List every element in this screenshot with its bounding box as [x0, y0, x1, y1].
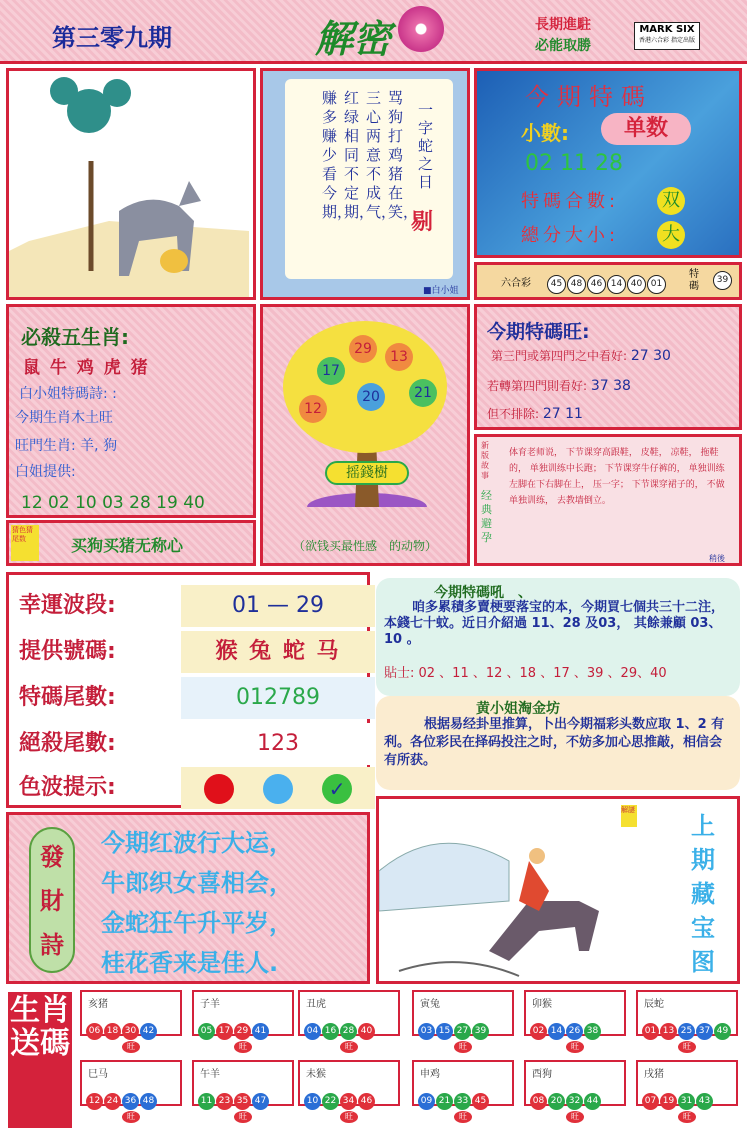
green-check-icon: ✓	[322, 774, 352, 804]
number-ball: 45	[472, 1093, 489, 1110]
wang-line-3	[487, 405, 583, 422]
table-row	[9, 767, 367, 809]
wang-badge: 旺	[234, 1111, 252, 1123]
wang-line-2	[487, 377, 631, 394]
zodiac-cell	[298, 990, 400, 1036]
riddle-panel	[260, 68, 470, 300]
number-ball: 44	[584, 1093, 601, 1110]
small-label: 小數:	[521, 121, 569, 145]
table-row	[9, 631, 367, 673]
kill-line-2: 旺門生肖: 羊, 狗	[15, 438, 118, 454]
number-ball: 40	[358, 1023, 375, 1040]
zodiac-name: 丑虎	[306, 999, 326, 1010]
number-ball: 47	[252, 1093, 269, 1110]
zodiac-name: 戌猪	[644, 1069, 664, 1080]
cd-disc-icon	[398, 6, 444, 52]
number-ball: 39	[472, 1023, 489, 1040]
number-ball: 36	[122, 1093, 139, 1110]
number-ball: 05	[198, 1023, 215, 1040]
riddle-line-3: 红绿相同不定期，	[344, 89, 375, 221]
treasure-map-panel	[376, 796, 740, 984]
zodiac-cell	[636, 1060, 738, 1106]
small-value-badge: 单数	[601, 113, 691, 145]
number-ball: 46	[358, 1093, 375, 1110]
dog-tree-illustration	[9, 71, 253, 297]
dog-illustration-panel	[6, 68, 256, 300]
number-ball: 02	[530, 1023, 547, 1040]
table-row	[9, 585, 367, 627]
story-side-1: 新版故事	[481, 441, 489, 480]
draw-special-label: 特碼	[689, 269, 699, 292]
treasure-title: 上期藏宝图	[691, 812, 715, 976]
dog-tag: 猜色猜尾数	[11, 525, 39, 561]
number-ball: 27	[454, 1023, 471, 1040]
number-ball: 28	[340, 1023, 357, 1040]
brand-name: MARK SIX	[639, 24, 695, 35]
special-title: 今期特碼	[525, 83, 653, 111]
draw-ball: 40	[627, 275, 646, 294]
wang-badge: 旺	[234, 1041, 252, 1053]
table-row	[9, 677, 367, 719]
wang-badge: 旺	[454, 1041, 472, 1053]
number-ball: 08	[530, 1093, 547, 1110]
number-ball: 04	[304, 1023, 321, 1040]
tree-caption: （欲钱买最性感 的动物）	[292, 539, 437, 553]
wang-line-3-label: 但不排除:	[487, 407, 540, 421]
wang-badge: 旺	[678, 1041, 696, 1053]
tree-ball: 13	[385, 343, 413, 371]
number-ball: 35	[234, 1093, 251, 1110]
number-ball: 13	[660, 1023, 677, 1040]
riddle-line-2: 三心两意不成气，	[366, 89, 397, 221]
gold-text: 根据易经卦里推算，卜出今期福彩头数应取 1、2 有利。各位彩民在择码投注之时，不妨多加心思推敲，相信会有所获。	[384, 717, 725, 768]
number-ball: 21	[436, 1093, 453, 1110]
number-ball: 43	[696, 1093, 713, 1110]
kill-line-3: 白姐提供:	[15, 464, 76, 480]
wang-badge: 旺	[122, 1111, 140, 1123]
lucky-range-value: 01 — 29	[181, 585, 375, 627]
number-ball: 37	[696, 1023, 713, 1040]
number-ball: 07	[642, 1093, 659, 1110]
poem-label: 白小姐特碼詩: :	[19, 386, 117, 402]
draw-result-bar	[474, 262, 742, 300]
special-code-panel	[474, 68, 742, 258]
number-ball: 20	[548, 1093, 565, 1110]
roar-tips: 貼士: 02 、11 、12 、18 、17 、39 、29、40	[384, 666, 667, 681]
kill-numbers: 12 02 10 03 28 19 40	[21, 493, 205, 513]
draw-ball: 45	[547, 275, 566, 294]
kill-animals: 鼠 牛 鸡 虎 猪	[23, 358, 150, 378]
zodiac-name: 寅兔	[420, 999, 440, 1010]
number-ball: 23	[216, 1093, 233, 1110]
number-ball: 49	[714, 1023, 731, 1040]
table-row-label: 絕殺尾數:	[19, 731, 116, 756]
draw-numbers	[547, 271, 667, 294]
number-ball: 18	[104, 1023, 121, 1040]
number-ball: 30	[122, 1023, 139, 1040]
poem-side-badge: 發財詩	[29, 827, 75, 973]
draw-ball: 46	[587, 275, 606, 294]
table-row-label: 幸運波段:	[19, 593, 116, 618]
zodiac-cell	[298, 1060, 400, 1106]
number-ball: 34	[340, 1093, 357, 1110]
tree-ball: 20	[357, 383, 385, 411]
zodiac-name: 子羊	[200, 999, 220, 1010]
tree-ball: 21	[409, 379, 437, 407]
table-row-label: 色波提示:	[19, 775, 116, 800]
brand-logo	[634, 22, 700, 50]
zodiac-name: 卯猴	[532, 999, 552, 1010]
number-ball: 32	[566, 1093, 583, 1110]
slogan-2: 必能取勝	[535, 38, 591, 54]
blue-ball-icon	[263, 774, 293, 804]
draw-special-ball: 39	[713, 271, 732, 290]
poem-line-2: 牛郎织女喜相会，	[101, 869, 293, 897]
kill-line-1: 今期生肖木土旺	[15, 410, 113, 426]
zodiac-side-badge: 生肖送碼	[8, 992, 72, 1128]
zodiac-cell	[80, 1060, 182, 1106]
issue-title: 第三零九期	[52, 24, 172, 52]
number-ball: 10	[304, 1093, 321, 1110]
kill-tail-value: 123	[181, 723, 375, 765]
story-tag: 稍後	[709, 554, 725, 563]
zodiac-name: 未猴	[306, 1069, 326, 1080]
wang-line-2-value: 37 38	[590, 378, 631, 394]
number-ball: 22	[322, 1093, 339, 1110]
table-row-label: 特碼尾數:	[19, 685, 116, 710]
wang-badge: 旺	[122, 1041, 140, 1053]
number-ball: 41	[252, 1023, 269, 1040]
dog-text: 买狗买猪无称心	[71, 536, 184, 555]
story-text: 体育老师说， 下节课穿高跟鞋， 皮鞋， 凉鞋， 拖鞋的， 单独训练中长跑； 下节课穿牛仔裤的， 单独训练左脚在下右脚在上， 压一字； 下节课穿裙子的， 不做单独训练， 去教墙倒立。	[509, 448, 725, 506]
wang-badge: 旺	[340, 1111, 358, 1123]
treasure-tag: 解謎	[621, 805, 637, 827]
slogan-1: 長期進駐	[535, 17, 591, 33]
total-label: 總分大小:	[521, 225, 620, 246]
zodiac-name: 巳马	[88, 1069, 108, 1080]
number-ball: 24	[104, 1093, 121, 1110]
money-tree-panel	[260, 304, 470, 566]
zodiac-cell	[80, 990, 182, 1036]
poem-line-4: 桂花香来是佳人.	[101, 949, 279, 977]
sum-label: 特碼合數:	[521, 191, 620, 212]
number-ball: 03	[418, 1023, 435, 1040]
poem-line-3: 金蛇狂午升平岁，	[101, 909, 293, 937]
gold-title: 黄小姐淘金坊	[476, 701, 560, 717]
header-bar	[0, 0, 747, 64]
roar-panel	[376, 578, 740, 696]
roar-text: 咱多累積多賣梗要落宝的本，今期買七個共三十二注，本錢七十蚊。近日介紹過 11、28 及03， 其餘兼顧 03、10 。	[384, 600, 725, 647]
number-ball: 16	[322, 1023, 339, 1040]
red-ball-icon	[204, 774, 234, 804]
number-ball: 25	[678, 1023, 695, 1040]
zodiac-cell	[192, 1060, 294, 1106]
number-ball: 06	[86, 1023, 103, 1040]
draw-label: 六合彩	[501, 278, 531, 289]
riddle-author: ■白小姐	[423, 286, 459, 296]
zodiac-name: 酉狗	[532, 1069, 552, 1080]
zodiac-name: 午羊	[200, 1069, 220, 1080]
wang-line-1-label: 第三門或第四門之中看好:	[491, 349, 628, 363]
number-ball: 48	[140, 1093, 157, 1110]
riddle-answer-char: 剔	[411, 210, 434, 235]
tree-ball: 12	[299, 395, 327, 423]
wang-title: 今期特碼旺:	[487, 321, 590, 343]
wang-line-1	[491, 347, 671, 364]
zodiac-cell	[192, 990, 294, 1036]
number-ball: 12	[86, 1093, 103, 1110]
roar-title: 今期特碼吼 、	[434, 585, 532, 601]
number-ball: 14	[548, 1023, 565, 1040]
number-ball: 26	[566, 1023, 583, 1040]
wang-line-1-value: 27 30	[630, 348, 671, 364]
info-table	[6, 572, 370, 808]
draw-ball: 48	[567, 275, 586, 294]
zodiac-name: 亥猪	[88, 999, 108, 1010]
draw-ball: 14	[607, 275, 626, 294]
zodiac-name: 申鸡	[420, 1069, 440, 1080]
special-wang-panel	[474, 304, 742, 430]
dog-hint-panel	[6, 520, 256, 566]
number-ball: 38	[584, 1023, 601, 1040]
zodiac-cell	[524, 1060, 626, 1106]
number-ball: 42	[140, 1023, 157, 1040]
wang-line-2-label: 若轉第四門則看好:	[487, 379, 588, 393]
kill-title: 必殺五生肖:	[21, 325, 129, 349]
brand-sub: 香港六合彩 指定出版	[639, 37, 695, 44]
zodiac-name: 辰蛇	[644, 999, 664, 1010]
number-ball: 19	[660, 1093, 677, 1110]
main-title: 解密	[315, 16, 392, 61]
wang-badge: 旺	[340, 1041, 358, 1053]
number-ball: 09	[418, 1093, 435, 1110]
zodiac-cell	[636, 990, 738, 1036]
number-ball: 33	[454, 1093, 471, 1110]
money-tree-label: 摇錢樹	[325, 461, 409, 485]
number-ball: 29	[234, 1023, 251, 1040]
wang-badge: 旺	[454, 1111, 472, 1123]
tail-digits-value: 012789	[181, 677, 375, 719]
riddle-line-4: 赚多赚少看今期，	[322, 89, 353, 221]
kill-zodiac-panel	[6, 304, 256, 518]
table-row	[9, 723, 367, 765]
wang-line-3-value: 27 11	[542, 406, 583, 422]
color-hint-value	[181, 767, 375, 809]
draw-ball: 01	[647, 275, 666, 294]
story-panel	[474, 434, 742, 566]
riddle-title: 一字蛇之日	[418, 101, 434, 191]
tree-ball: 17	[317, 357, 345, 385]
special-numbers: 02 11 28	[525, 151, 623, 176]
number-ball: 01	[642, 1023, 659, 1040]
wang-badge: 旺	[566, 1041, 584, 1053]
zodiac-cell	[412, 990, 514, 1036]
wang-badge: 旺	[678, 1111, 696, 1123]
number-ball: 17	[216, 1023, 233, 1040]
horse-rider-illustration	[379, 801, 679, 981]
riddle-line-1: 骂狗打鸡猪在笑，	[388, 89, 419, 221]
total-value-burst: 大	[657, 221, 685, 249]
poem-line-1: 今期红波行大运，	[101, 829, 293, 857]
zodiac-cell	[524, 990, 626, 1036]
tree-ball: 29	[349, 335, 377, 363]
number-ball: 15	[436, 1023, 453, 1040]
number-ball: 31	[678, 1093, 695, 1110]
sum-value-burst: 双	[657, 187, 685, 215]
wealth-poem-panel	[6, 812, 370, 984]
gold-panel	[376, 696, 740, 790]
story-side-2: 经典避孕	[481, 489, 492, 544]
zodiac-cell	[412, 1060, 514, 1106]
wang-badge: 旺	[566, 1111, 584, 1123]
number-ball: 11	[198, 1093, 215, 1110]
provided-numbers-value: 猴 兔 蛇 马	[181, 631, 375, 673]
table-row-label: 提供號碼:	[19, 639, 116, 664]
